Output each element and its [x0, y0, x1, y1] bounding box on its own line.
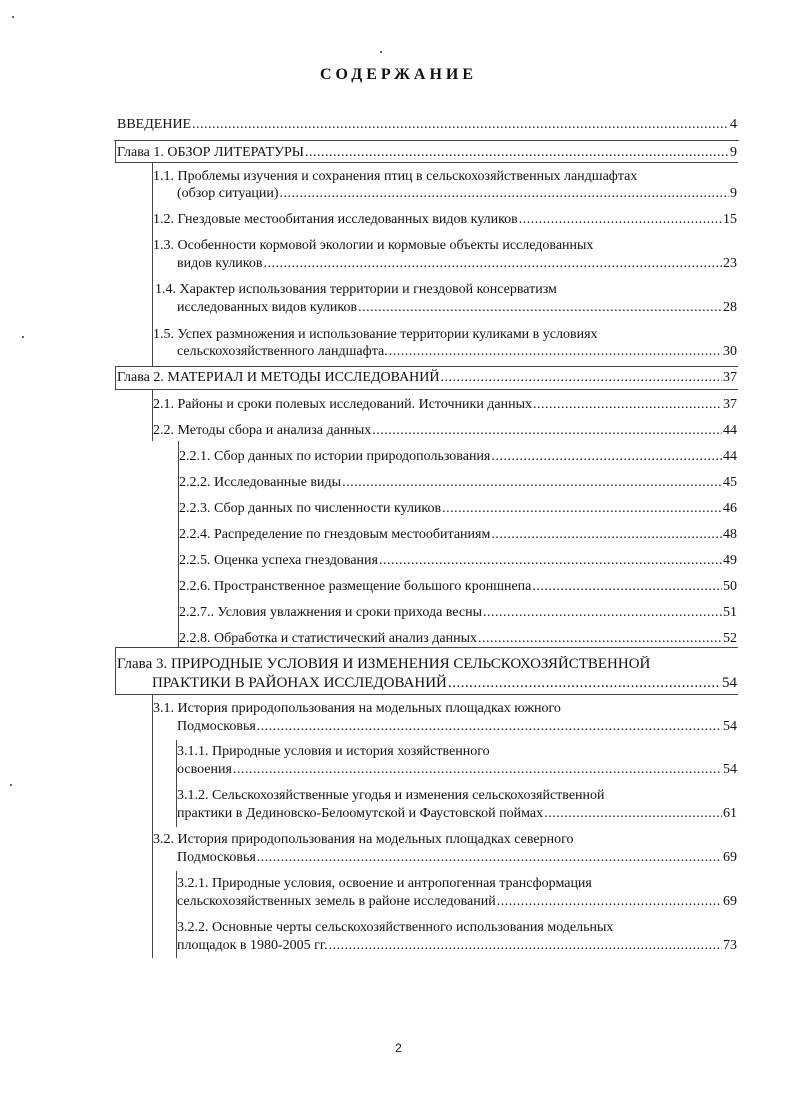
toc-entry-3-1-2-line1: 3.1.2. Сельскохозяйственные угодья и изменения сельскохозяйственной	[177, 788, 605, 803]
toc-entry-intro[interactable]: ВВЕДЕНИЕ ..... 4	[117, 117, 737, 133]
toc-entry-3-1-line1: 3.1. История природопользования на модельных площадках южного	[153, 701, 561, 716]
toc-entry-2-2-2[interactable]: 2.2.2. Исследованные виды ..... 45	[179, 475, 737, 491]
scan-speck	[22, 336, 24, 338]
toc-entry-chapter-3[interactable]: ПРАКТИКИ В РАЙОНАХ ИССЛЕДОВАНИЙ ..... 54	[152, 675, 737, 691]
divider	[115, 647, 738, 648]
toc-entry-2-2-8[interactable]: 2.2.8. Обработка и статистический анализ данных ..... 52	[179, 631, 737, 647]
toc-entry-chapter-3-line1: Глава 3. ПРИРОДНЫЕ УСЛОВИЯ И ИЗМЕНЕНИЯ СЕЛЬСКОХОЗЯЙСТВЕННОЙ	[117, 656, 651, 672]
scan-speck	[12, 16, 14, 18]
toc-entry-1-4-line1: 1.4. Характер использования территории и гнездовой консерватизм	[155, 282, 557, 297]
toc-entry-1-3[interactable]: видов куликов ..... 23	[177, 256, 737, 272]
toc-entry-chapter-1[interactable]: Глава 1. ОБЗОР ЛИТЕРАТУРЫ ..... 9	[117, 145, 737, 161]
page-title: СОДЕРЖАНИЕ	[319, 66, 478, 83]
toc-entry-1-5[interactable]: сельскохозяйственного ландшафта. ..... 30	[177, 344, 737, 360]
toc-entry-2-2-5[interactable]: 2.2.5. Оценка успеха гнездования ..... 49	[179, 553, 737, 569]
toc-entry-chapter-2[interactable]: Глава 2. МАТЕРИАЛ И МЕТОДЫ ИССЛЕДОВАНИЙ ..... 37	[117, 370, 737, 386]
toc-entry-3-2-line1: 3.2. История природопользования на модельных площадках северного	[153, 832, 574, 847]
toc-entry-3-2-1[interactable]: сельскохозяйственных земель в районе исследований ..... 69	[177, 894, 737, 910]
toc-entry-1-3-line1: 1.3. Особенности кормовой экологии и кормовые объекты исследованных	[153, 238, 594, 253]
page-number: 2	[395, 1041, 402, 1055]
toc-entry-2-1[interactable]: 2.1. Районы и сроки полевых исследований. Источники данных ..... 37	[153, 397, 737, 413]
toc-entry-2-2-1[interactable]: 2.2.1. Сбор данных по истории природопользования ..... 44	[179, 449, 737, 465]
toc-entry-3-2-2-line1: 3.2.2. Основные черты сельскохозяйственного использования модельных	[177, 920, 614, 935]
toc-entry-3-1-1-line1: 3.1.1. Природные условия и история хозяйственного	[177, 744, 490, 759]
toc-entry-2-2-4[interactable]: 2.2.4. Распределение по гнездовым местообитаниям ..... 48	[179, 527, 737, 543]
divider	[115, 389, 738, 390]
toc-entry-3-2-2[interactable]: площадок в 1980-2005 гг. ..... 73	[177, 938, 737, 954]
scan-speck	[10, 784, 12, 786]
divider	[115, 694, 738, 695]
scan-speck	[380, 51, 382, 53]
divider	[115, 366, 116, 389]
toc-entry-1-1-line1: 1.1. Проблемы изучения и сохранения птиц в сельскохозяйственных ландшафтах	[153, 169, 638, 184]
divider	[114, 140, 739, 141]
toc-entry-3-2-1-line1: 3.2.1. Природные условия, освоение и антропогенная трансформация	[177, 876, 592, 891]
toc-entry-3-1-1[interactable]: освоения ..... 54	[177, 762, 737, 778]
toc-entry-3-2[interactable]: Подмосковья ..... 69	[177, 850, 737, 866]
toc-entry-2-2-7[interactable]: 2.2.7.. Условия увлажнения и сроки прихода весны ..... 51	[179, 605, 737, 621]
toc-entry-2-2-6[interactable]: 2.2.6. Пространственное размещение большого кроншнепа ..... 50	[179, 579, 737, 595]
toc-entry-3-1-2[interactable]: практики в Дединовско-Белоомутской и Фаустовской поймах ..... 61	[177, 806, 737, 822]
toc-entry-1-5-line1: 1.5. Успех размножения и использование территории куликами в условиях	[153, 327, 598, 342]
divider	[115, 140, 116, 163]
toc-entry-2-2[interactable]: 2.2. Методы сбора и анализа данных ..... 44	[153, 423, 737, 439]
toc-entry-1-1[interactable]: (обзор ситуации) ..... 9	[177, 186, 737, 202]
divider	[115, 647, 116, 694]
divider	[152, 694, 153, 958]
divider	[115, 366, 738, 367]
toc-entry-1-4[interactable]: исследованных видов куликов ..... 28	[177, 300, 737, 316]
toc-entry-1-2[interactable]: 1.2. Гнездовые местообитания исследованных видов куликов ..... 15	[153, 212, 737, 228]
toc-entry-2-2-3[interactable]: 2.2.3. Сбор данных по численности куликов ..... 46	[179, 501, 737, 517]
toc-entry-3-1[interactable]: Подмосковья ..... 54	[177, 719, 737, 735]
divider	[115, 162, 738, 163]
